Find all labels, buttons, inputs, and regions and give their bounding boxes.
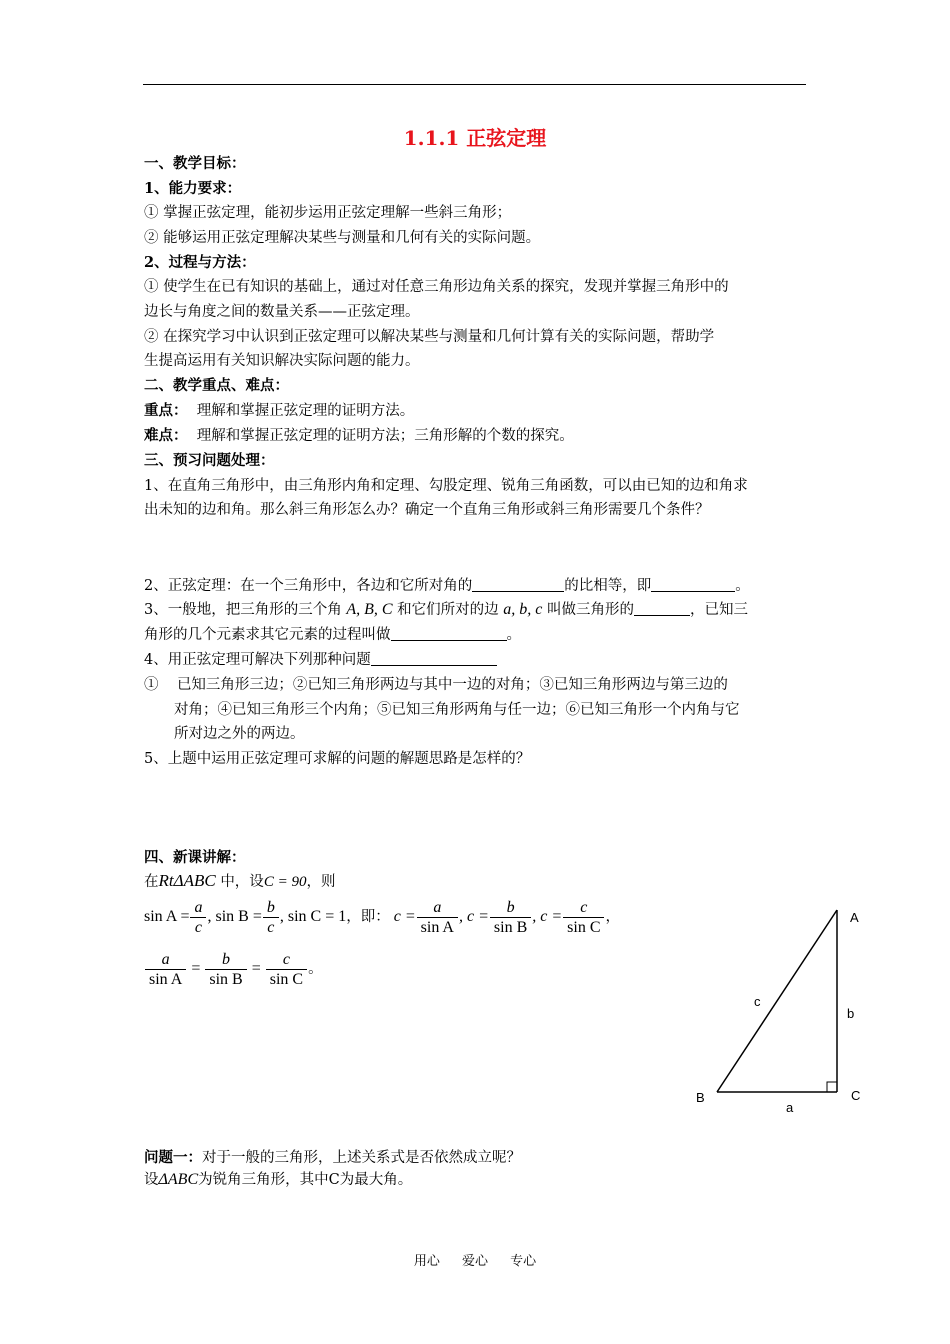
section-4-heading: 四、新课讲解： xyxy=(144,849,246,866)
right-angle-marker xyxy=(827,1082,837,1092)
problem-1-text: 对于一般的三角形，上述关系式是否依然成立呢？ xyxy=(202,1150,521,1166)
frac-num: b xyxy=(266,899,275,916)
difficult-point-label: 难点： xyxy=(144,427,188,444)
footer-text-3: 专心 xyxy=(510,1254,537,1269)
question-1-line-2: 出未知的边和角。那么斜三角形怎么办？确定一个直角三角形或斜三角形需要几个条件？ xyxy=(144,502,710,518)
frac-den: sin A xyxy=(145,969,186,989)
angle-c-equation: C = 90 xyxy=(263,874,307,890)
sin-a-label: sin A = xyxy=(144,908,190,926)
frac-num: a xyxy=(161,951,170,968)
option-line-3: 所对边之外的两边。 xyxy=(174,726,305,742)
frac-num: c xyxy=(580,899,588,916)
side-b-label: b xyxy=(847,1006,855,1021)
frac-den: sin C xyxy=(266,969,307,989)
key-point-text: 理解和掌握正弦定理的证明方法。 xyxy=(196,403,415,419)
question-2-end: 。 xyxy=(735,578,750,594)
frac-num: b xyxy=(222,951,231,968)
process-item-2-line-2: 生提高运用有关知识解决实际问题的能力。 xyxy=(144,353,420,369)
question-3-text-b: 和它们所对的边 xyxy=(397,602,499,618)
frac-den: sin A xyxy=(417,917,458,937)
section-1-heading: 一、教学目标： xyxy=(144,155,246,172)
key-point xyxy=(144,402,414,420)
question-3-text-d: ，已知三 xyxy=(690,602,748,618)
problem-1 xyxy=(144,1149,521,1167)
question-3-line-2 xyxy=(144,626,521,644)
intro-text-d: ，则 xyxy=(306,874,336,890)
fill-blank[interactable] xyxy=(651,577,735,592)
question-2-text-a: 2、正弦定理：在一个三角形中，各边和它所对角的 xyxy=(144,578,473,594)
option-marker: ① xyxy=(144,677,159,693)
frac-den: c xyxy=(190,917,206,937)
ability-item-2: ② 能够运用正弦定理解决某些与测量和几何有关的实际问题。 xyxy=(144,230,541,246)
question-3-end: 。 xyxy=(506,627,521,643)
fraction-b-over-sinB xyxy=(205,950,246,989)
question-3-text-c: 叫做三角形的 xyxy=(547,602,634,618)
question-2-text-b: 的比相等，即 xyxy=(564,578,652,594)
side-c-label: c xyxy=(754,994,761,1009)
frac-num: a xyxy=(433,899,442,916)
question-2 xyxy=(144,577,750,595)
fraction-a-over-c xyxy=(190,898,206,937)
right-triangle-symbol: RtΔABC xyxy=(158,871,216,890)
ability-item-1: ① 掌握正弦定理，能初步运用正弦定理解一些斜三角形； xyxy=(144,205,512,221)
sides-abc: a, b, c xyxy=(503,601,543,618)
section-2-heading: 二、教学重点、难点： xyxy=(144,377,289,394)
page-footer xyxy=(0,1250,950,1269)
question-3-line-1 xyxy=(144,601,748,619)
vertex-b-label: B xyxy=(696,1090,705,1105)
key-point-label: 重点： xyxy=(144,402,188,419)
sin-c-label: , sin C = 1 xyxy=(279,908,347,926)
option-text-1: 已知三角形三边；②已知三角形两边与其中一边的对角；③已知三角形两边与第三边的 xyxy=(176,677,728,693)
frac-num: a xyxy=(194,899,203,916)
frac-den: sin C xyxy=(563,917,604,937)
period: 。 xyxy=(308,961,323,978)
frac-den: sin B xyxy=(205,969,246,989)
vertex-a-label: A xyxy=(850,910,859,925)
difficult-point xyxy=(144,427,574,445)
frac-den: c xyxy=(263,917,279,937)
difficult-point-text: 理解和掌握正弦定理的证明方法；三角形解的个数的探究。 xyxy=(196,428,574,444)
fraction-b-over-c xyxy=(263,898,279,937)
c-equals-1: c = xyxy=(393,908,416,926)
problem-1-label: 问题一： xyxy=(144,1149,202,1166)
ability-heading: 1、能力要求： xyxy=(144,180,242,197)
right-triangle-figure xyxy=(690,900,880,1120)
frac-num: b xyxy=(506,899,515,916)
sin-b-label: , sin B = xyxy=(207,908,262,926)
problem-1-text-b: 为锐角三角形，其中C为最大角。 xyxy=(198,1172,413,1188)
problem-1-line-2 xyxy=(144,1171,412,1189)
c-equals-3: , c = xyxy=(532,908,563,926)
fill-blank[interactable] xyxy=(472,577,564,592)
intro-line xyxy=(144,872,335,891)
frac-den: sin B xyxy=(490,917,531,937)
page-title: 1.1.1 正弦定理 xyxy=(403,126,547,150)
frac-num: c xyxy=(282,951,290,968)
intro-text-a: 在 xyxy=(144,874,159,890)
problem-1-text-a: 设 xyxy=(144,1172,159,1188)
fraction-a-over-sinA xyxy=(417,898,458,937)
process-heading: 2、过程与方法： xyxy=(144,254,256,271)
header-rule xyxy=(143,84,806,85)
c-equals-2: , c = xyxy=(458,908,489,926)
fraction-b-over-sinB xyxy=(490,898,531,937)
intro-text-b: 中，设 xyxy=(220,874,264,890)
question-4 xyxy=(144,651,497,669)
footer-text-1: 用心 xyxy=(413,1254,440,1269)
option-line-2: 对角；④已知三角形三个内角；⑤已知三角形两角与任一边；⑥已知三角形一个内角与它 xyxy=(174,702,740,718)
fill-blank[interactable] xyxy=(391,626,507,641)
option-line-1 xyxy=(144,676,728,694)
question-5: 5、上题中运用正弦定理可求解的问题的解题思路是怎样的？ xyxy=(144,751,531,767)
fill-blank[interactable] xyxy=(634,601,690,616)
angles-abc: A, B, C xyxy=(346,601,393,618)
fraction-c-over-sinC xyxy=(266,950,307,989)
process-item-1-line-2: 边长与角度之间的数量关系——正弦定理。 xyxy=(144,304,420,320)
hypotenuse-c xyxy=(717,910,837,1092)
fraction-a-over-sinA xyxy=(145,950,186,989)
section-3-heading: 三、预习问题处理： xyxy=(144,452,275,469)
question-3-text-a: 3、一般地，把三角形的三个角 xyxy=(144,602,342,618)
process-item-1-line-1: ① 使学生在已有知识的基础上，通过对任意三角形边角关系的探究，发现并掌握三角形中的 xyxy=(144,279,729,295)
comma: ， xyxy=(605,909,620,926)
footer-text-2: 爱心 xyxy=(461,1254,488,1269)
question-1-line-1: 1、在直角三角形中，由三角形内角和定理、勾股定理、锐角三角函数，可以由已知的边和角求 xyxy=(144,478,748,494)
law-of-sines-equation xyxy=(144,950,323,989)
fill-blank[interactable] xyxy=(371,651,497,666)
question-4-text: 4、用正弦定理可解决下列那种问题 xyxy=(144,652,371,668)
side-a-label: a xyxy=(786,1100,794,1115)
triangle-abc-symbol: ΔABC xyxy=(158,1171,199,1188)
equals-sign: = xyxy=(191,960,201,978)
fraction-c-over-sinC xyxy=(563,898,604,937)
sine-definitions xyxy=(144,898,620,937)
question-3-text-e: 角形的几个元素求其它元素的过程叫做 xyxy=(144,627,391,643)
equals-sign: = xyxy=(251,960,261,978)
process-item-2-line-1: ② 在探究学习中认识到正弦定理可以解决某些与测量和几何计算有关的实际问题，帮助学 xyxy=(144,329,715,345)
namely-text: ，即： xyxy=(346,909,390,926)
vertex-c-label: C xyxy=(851,1088,861,1103)
